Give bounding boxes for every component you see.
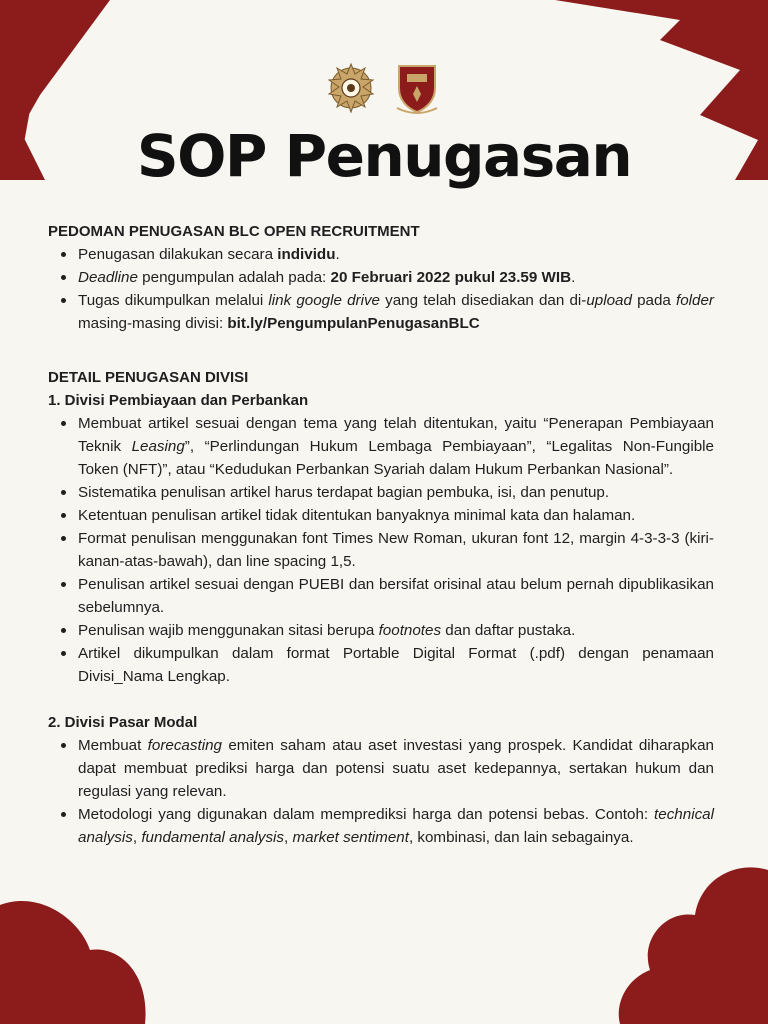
list-item: Penulisan artikel sesuai dengan PUEBI dan bersifat orisinal atau belum pernah dipublikasikan sebelumnya. [78,573,714,619]
list-item: Metodologi yang digunakan dalam memprediksi harga dan potensi bebas. Contoh: technical analysis, fundamental analysis, market sentiment, kombinasi, dan lain sebagainya. [78,803,714,849]
list-item: Ketentuan penulisan artikel tidak ditentukan banyaknya minimal kata dan halaman. [78,504,714,527]
list-item: Format penulisan menggunakan font Times New Roman, ukuran font 12, margin 4-3-3-3 (kiri-kanan-atas-bawah), dan line spacing 1,5. [78,527,714,573]
detail-heading: DETAIL PENUGASAN DIVISI [48,369,249,386]
crest-emblem-icon [325,60,377,116]
page-title: SOP Penugasan [136,122,632,190]
division-1-heading: 1. Divisi Pembiayaan dan Perbankan [48,392,309,409]
division-2-heading: 2. Divisi Pasar Modal [48,714,198,731]
list-item: Artikel dikumpulkan dalam format Portable Digital Format (.pdf) dengan penamaan Divisi_Nama Lengkap. [78,642,714,688]
list-item: Tugas dikumpulkan melalui link google drive yang telah disediakan dan di-upload pada folder masing-masing divisi: bit.ly/PengumpulanPenugasanBLC [78,289,714,335]
bottom-right-cloud [619,867,768,1024]
list-item: Penugasan dilakukan secara individu. [78,243,714,266]
logo-row [0,60,768,116]
list-item: Sistematika penulisan artikel harus terdapat bagian pembuka, isi, dan penutup. [78,481,714,504]
list-item: Deadline pengumpulan adalah pada: 20 Februari 2022 pukul 23.59 WIB. [78,266,714,289]
bottom-left-cloud [0,901,146,1024]
pedoman-list [48,243,714,335]
pedoman-heading: PEDOMAN PENUGASAN BLC OPEN RECRUITMENT [48,223,420,240]
list-item: Membuat forecasting emiten saham atau aset investasi yang prospek. Kandidat diharapkan dapat membuat prediksi harga dan potensi suatu aset kedepannya, sertakan hukum dan regulasi yang relevan. [78,734,714,803]
submission-link[interactable]: bit.ly/PengumpulanPenugasanBLC [227,315,480,332]
document-body [48,220,714,849]
division-1-list [48,412,714,688]
shield-emblem-icon [391,60,443,116]
list-item: Penulisan wajib menggunakan sitasi berupa footnotes dan daftar pustaka. [78,619,714,642]
list-item: Membuat artikel sesuai dengan tema yang telah ditentukan, yaitu “Penerapan Pembiayaan Teknik Leasing”, “Perlindungan Hukum Lembaga Pembiayaan”, “Legalitas Non-Fungible Token (NFT)”, atau “Kedudukan Perbankan Syariah dalam Hukum Perbankan Nasional”. [78,412,714,481]
division-2-list [48,734,714,849]
